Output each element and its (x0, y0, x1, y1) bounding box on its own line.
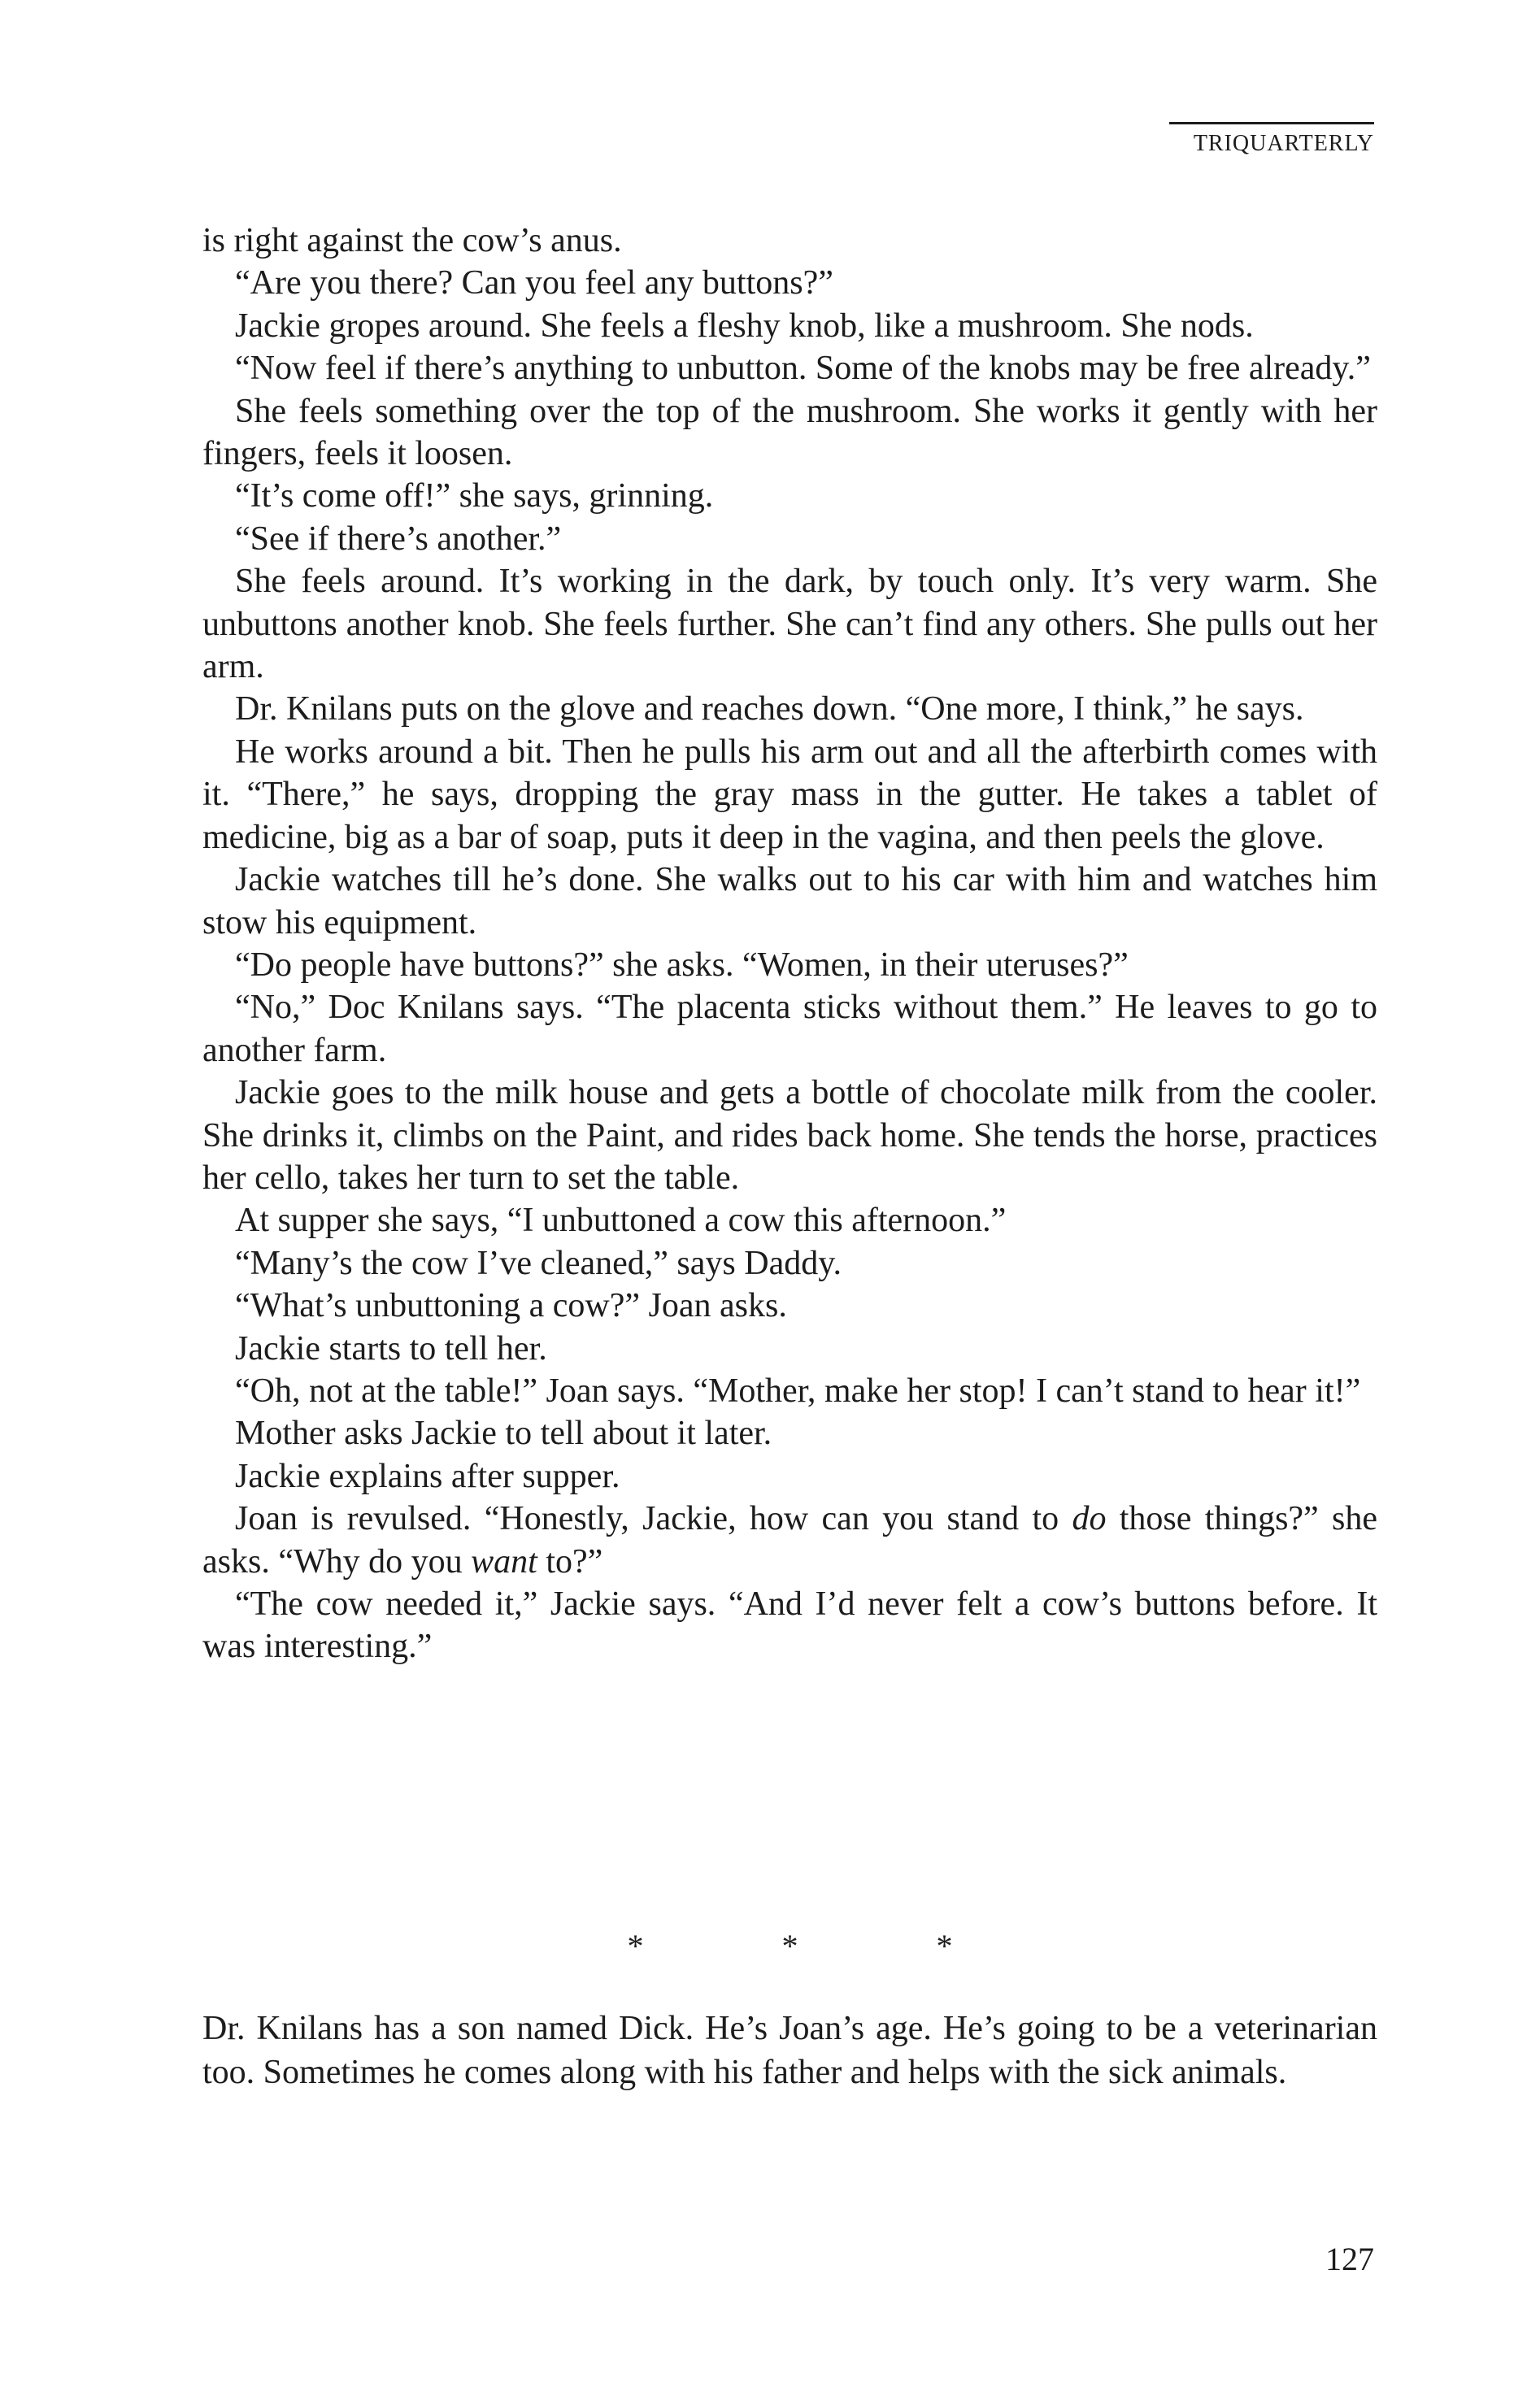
paragraph: “Now feel if there’s anything to unbutton. Some of the knobs may be free already.” (235, 350, 1371, 388)
paragraph: “What’s unbuttoning a cow?” Joan asks. (235, 1287, 787, 1325)
paragraph: “Oh, not at the table!” Joan says. “Mother, make her stop! I can’t stand to hear it!” (235, 1372, 1361, 1410)
paragraph: “Many’s the cow I’ve cleaned,” says Daddy. (235, 1244, 842, 1282)
text-run: Joan is revulsed. “Honestly, Jackie, how can you stand to (235, 1500, 1072, 1538)
text-run: to?” (537, 1542, 603, 1581)
paragraph: Dr. Knilans has a son named Dick. He’s Joan’s age. He’s going to be a veterinarian too. Sometimes he comes along with his father and helps with the sick animals. (202, 2010, 1377, 2091)
paragraph: He works around a bit. Then he pulls his arm out and all the afterbirth comes with it. “There,” he says, dropping the gray mass in the gutter. He takes a tablet of medicine, big as a bar of soap, puts it deep in the vagina, and then peels the glove. (202, 733, 1377, 856)
paragraph: She feels something over the top of the mushroom. She works it gently with her fingers, feels it loosen. (202, 392, 1377, 473)
paragraph: “No,” Doc Knilans says. “The placenta sticks without them.” He leaves to go to another farm. (202, 989, 1377, 1069)
page-number: 127 (1325, 2241, 1374, 2277)
emphasis: want (471, 1542, 537, 1581)
running-head: TRIQUARTERLY (1169, 122, 1374, 157)
paragraph: Mother asks Jackie to tell about it later. (235, 1415, 772, 1453)
paragraph: “The cow needed it,” Jackie says. “And I’d never felt a cow’s buttons before. It was interesting.” (202, 1585, 1377, 1666)
text-run: those things?” she asks. “Why do you (202, 1500, 1378, 1581)
section-text (202, 2007, 1377, 2094)
paragraph: “Do people have buttons?” she asks. “Women, in their uteruses?” (235, 946, 1129, 984)
paragraph: Dr. Knilans puts on the glove and reaches down. “One more, I think,” he says. (235, 690, 1304, 728)
body-text (202, 220, 1377, 1668)
paragraph: Jackie gropes around. She feels a fleshy knob, like a mushroom. She nods. (235, 307, 1254, 345)
emphasis: do (1072, 1500, 1107, 1538)
paragraph-joan (202, 1498, 1377, 1583)
paragraph: Jackie watches till he’s done. She walks out to his car with him and watches him stow his equipment. (202, 861, 1377, 941)
paragraph: Jackie starts to tell her. (235, 1329, 547, 1368)
section-break: * * * (627, 1928, 1018, 1964)
paragraph: She feels around. It’s working in the dark, by touch only. It’s very warm. She unbuttons another knob. She feels further. She can’t find any others. She pulls out her arm. (202, 563, 1377, 686)
paragraph: Jackie explains after supper. (235, 1457, 620, 1495)
paragraph: At supper she says, “I unbuttoned a cow this afternoon.” (235, 1202, 1007, 1240)
paragraph: is right against the cow’s anus. (202, 222, 622, 259)
paragraph: “Are you there? Can you feel any buttons?” (235, 264, 833, 302)
paragraph: Jackie goes to the milk house and gets a bottle of chocolate milk from the cooler. She drinks it, climbs on the Paint, and rides back home. She tends the horse, practices her cello, takes her turn to set the table. (202, 1074, 1377, 1197)
paragraph: “It’s come off!” she says, grinning. (235, 477, 714, 515)
paragraph: “See if there’s another.” (235, 520, 562, 558)
